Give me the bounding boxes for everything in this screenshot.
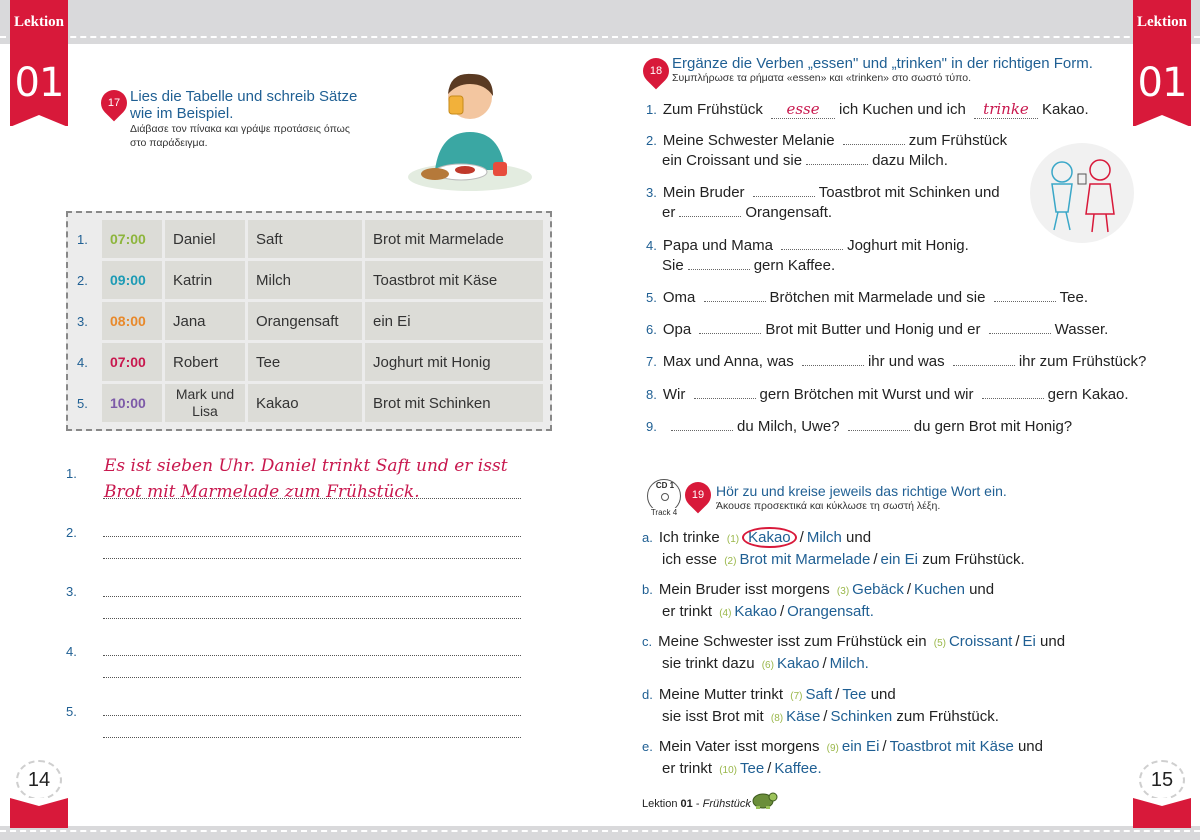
word-choice[interactable]: Gebäck <box>852 581 904 598</box>
ex19-item-b-cont: er trinkt (4) Kakao / Orangensaft. <box>662 603 874 620</box>
lesson-tab-left <box>10 0 68 126</box>
ex18-item-2: 2. Meine Schwester Melanie zum Frühstück <box>646 132 1008 149</box>
page-number-left: 14 <box>16 760 62 800</box>
write-line[interactable] <box>103 618 521 619</box>
write-line[interactable] <box>103 655 521 656</box>
word-choice[interactable]: Milch. <box>829 655 869 672</box>
blank[interactable] <box>989 322 1051 334</box>
write-line[interactable] <box>103 737 521 738</box>
ex17-instruction-de: Lies die Tabelle und schreib Sätze wie im Beispiel. <box>130 88 358 122</box>
exercise-badge-19: 19 <box>680 477 717 514</box>
food-cell: Brot mit Schinken <box>365 384 543 422</box>
blank[interactable] <box>781 238 843 250</box>
boy-eating-illustration <box>405 62 535 192</box>
blank[interactable] <box>806 153 868 165</box>
name-cell: Mark und Lisa <box>165 384 245 422</box>
ex19-item-a-cont: ich esse (2) Brot mit Marmelade / ein Ei zum Frühstück. <box>662 551 1025 568</box>
drink-cell: Saft <box>248 220 362 258</box>
ex18-item-5: 5. Oma Brötchen mit Marmelade und sie Tee. <box>646 289 1088 306</box>
row-number: 2. <box>77 272 88 288</box>
ex18-instruction-gr: Συμπλήρωσε τα ρήματα «essen» και «trinken» στο σωστό τύπο. <box>672 72 971 84</box>
table-row <box>75 261 543 299</box>
bottom-stitch <box>0 830 1200 832</box>
blank[interactable] <box>843 133 905 145</box>
food-cell: ein Ei <box>365 302 543 340</box>
table-row <box>75 384 543 422</box>
word-choice[interactable]: Orangensaft. <box>787 603 874 620</box>
name-cell: Jana <box>165 302 245 340</box>
word-choice-circled[interactable]: Kakao <box>742 527 797 548</box>
lesson-tab-number: 01 <box>1137 60 1187 106</box>
page-number-right: 15 <box>1139 760 1185 800</box>
page-corner-tab-right <box>1133 798 1191 828</box>
word-choice[interactable]: Milch <box>806 529 842 546</box>
ex18-item-9: 9. du Milch, Uwe? du gern Brot mit Honig? <box>646 418 1073 435</box>
word-choice[interactable]: Käse <box>786 708 821 725</box>
table-row <box>75 302 543 340</box>
row-number: 3. <box>77 313 88 329</box>
drink-cell: Orangensaft <box>248 302 362 340</box>
blank[interactable] <box>699 322 761 334</box>
blank[interactable] <box>802 354 864 366</box>
blank[interactable] <box>994 290 1056 302</box>
ex19-item-a: a. Ich trinke (1) Kakao / Milch und <box>642 529 872 546</box>
ex18-item-4: 4. Papa und Mama Joghurt mit Honig. <box>646 237 969 254</box>
time-cell: 09:00 <box>102 261 162 299</box>
ex17-instruction-gr: Διάβασε τον πίνακα και γράψε προτάσεις όπως στο παράδειγμα. <box>130 123 350 149</box>
ex18-item-2-cont: ein Croissant und sie dazu Milch. <box>662 152 948 169</box>
answer-number-5: 5. <box>66 704 77 719</box>
answer-number-3: 3. <box>66 584 77 599</box>
answer-number-4: 4. <box>66 644 77 659</box>
word-choice[interactable]: Schinken <box>830 708 893 725</box>
drink-cell: Kakao <box>248 384 362 422</box>
write-line[interactable] <box>103 536 521 537</box>
ex18-item-1: 1. Zum Frühstück esse ich Kuchen und ich trinke Kakao. <box>646 100 1089 118</box>
example-answer-line1: Es ist sieben Uhr. Daniel trinkt Saft und er isst <box>104 456 508 476</box>
ex18-item-3: 3. Mein Bruder Toastbrot mit Schinken und <box>646 184 1000 201</box>
blank[interactable] <box>953 354 1015 366</box>
row-number: 4. <box>77 354 88 370</box>
turtle-icon <box>750 788 778 810</box>
drink-cell: Milch <box>248 261 362 299</box>
bottom-band <box>0 826 1200 840</box>
ex19-item-c: c. Meine Schwester isst zum Frühstück ein (5) Croissant / Ei und <box>642 633 1066 650</box>
word-choice[interactable]: ein Ei <box>841 738 880 755</box>
food-cell: Toastbrot mit Käse <box>365 261 543 299</box>
blank[interactable] <box>679 205 741 217</box>
lesson-tab-right <box>1133 0 1191 126</box>
ex18-instruction-de: Ergänze die Verben „essen" und „trinken" in der richtigen Form. <box>672 55 1093 72</box>
ex19-item-c-cont: sie trinkt dazu (6) Kakao / Milch. <box>662 655 869 672</box>
time-cell: 07:00 <box>102 220 162 258</box>
name-cell: Daniel <box>165 220 245 258</box>
ex19-instruction-gr: Άκουσε προσεκτικά και κύκλωσε τη σωστή λέξη. <box>716 500 941 512</box>
ex19-item-d-cont: sie isst Brot mit (8) Käse / Schinken zum Frühstück. <box>662 708 999 725</box>
word-choice[interactable]: Saft <box>805 686 833 703</box>
word-choice[interactable]: Ei <box>1022 633 1036 650</box>
word-choice[interactable]: Tee <box>842 686 867 703</box>
time-cell: 08:00 <box>102 302 162 340</box>
page-footer: Lektion 01 - Frühstück <box>642 798 751 810</box>
lesson-tab-word: Lektion <box>1136 14 1187 30</box>
name-cell: Katrin <box>165 261 245 299</box>
drink-cell: Tee <box>248 343 362 381</box>
exercise-badge-17: 17 <box>96 85 133 122</box>
word-choice[interactable]: Croissant <box>948 633 1013 650</box>
time-cell: 10:00 <box>102 384 162 422</box>
write-line[interactable] <box>103 498 521 499</box>
example-answer-line2: Brot mit Marmelade zum Frühstück. <box>104 482 420 502</box>
ex18-item-6: 6. Opa Brot mit Butter und Honig und er Wasser. <box>646 321 1109 338</box>
page-corner-tab-left <box>10 798 68 828</box>
food-cell: Brot mit Marmelade <box>365 220 543 258</box>
ex19-item-b: b. Mein Bruder isst morgens (3) Gebäck / Kuchen und <box>642 581 995 598</box>
breakfast-table <box>66 211 552 431</box>
word-choice[interactable]: Tee <box>739 760 765 777</box>
food-cell: Joghurt mit Honig <box>365 343 543 381</box>
write-line[interactable] <box>103 677 521 678</box>
word-choice[interactable]: Brot mit Marmelade <box>739 551 871 568</box>
children-drinking-illustration <box>1028 140 1136 246</box>
ex18-item-4-cont: Sie gern Kaffee. <box>662 257 836 274</box>
blank[interactable] <box>694 387 756 399</box>
table-row <box>75 220 543 258</box>
name-cell: Robert <box>165 343 245 381</box>
ex19-item-d: d. Meine Mutter trinkt (7) Saft / Tee und <box>642 686 896 703</box>
blank[interactable] <box>704 290 766 302</box>
time-cell: 07:00 <box>102 343 162 381</box>
lesson-tab-word: Lektion <box>13 14 64 30</box>
word-choice[interactable]: Kaffee. <box>774 760 822 777</box>
ex18-item-3-cont: er Orangensaft. <box>662 204 833 221</box>
word-choice[interactable]: Kuchen <box>914 581 965 598</box>
write-line[interactable] <box>103 715 521 716</box>
fill-in-answer: trinke <box>974 100 1038 119</box>
top-stitch <box>0 36 1200 38</box>
ex19-item-e-cont: er trinkt (10) Tee / Kaffee. <box>662 760 822 777</box>
blank[interactable] <box>848 419 910 431</box>
ex19-instruction-de: Hör zu und kreise jeweils das richtige Wort ein. <box>716 483 1007 499</box>
answer-number-2: 2. <box>66 525 77 540</box>
row-number: 5. <box>77 395 88 411</box>
blank[interactable] <box>688 258 750 270</box>
ex18-item-7: 7. Max und Anna, was ihr und was ihr zum Frühstück? <box>646 353 1147 370</box>
row-number: 1. <box>77 231 88 247</box>
word-choice[interactable]: Kakao <box>776 655 820 672</box>
top-band <box>0 0 1200 44</box>
fill-in-answer: esse <box>771 100 835 119</box>
exercise-badge-18: 18 <box>638 53 675 90</box>
blank[interactable] <box>982 387 1044 399</box>
ex19-item-e: e. Mein Vater isst morgens (9) ein Ei / Toastbrot mit Käse und <box>642 738 1043 755</box>
table-row <box>75 343 543 381</box>
answer-number-1: 1. <box>66 466 77 481</box>
ex18-item-8: 8. Wir gern Brötchen mit Wurst und wir gern Kakao. <box>646 386 1129 403</box>
write-line[interactable] <box>103 558 521 559</box>
write-line[interactable] <box>103 596 521 597</box>
blank[interactable] <box>671 419 733 431</box>
word-choice[interactable]: ein Ei <box>880 551 919 568</box>
word-choice[interactable]: Kakao <box>734 603 777 620</box>
cd-track-icon: CD 1 Track 4 <box>647 479 681 513</box>
blank[interactable] <box>753 185 815 197</box>
lesson-tab-number: 01 <box>14 60 64 106</box>
word-choice[interactable]: Toastbrot mit Käse <box>889 738 1014 755</box>
